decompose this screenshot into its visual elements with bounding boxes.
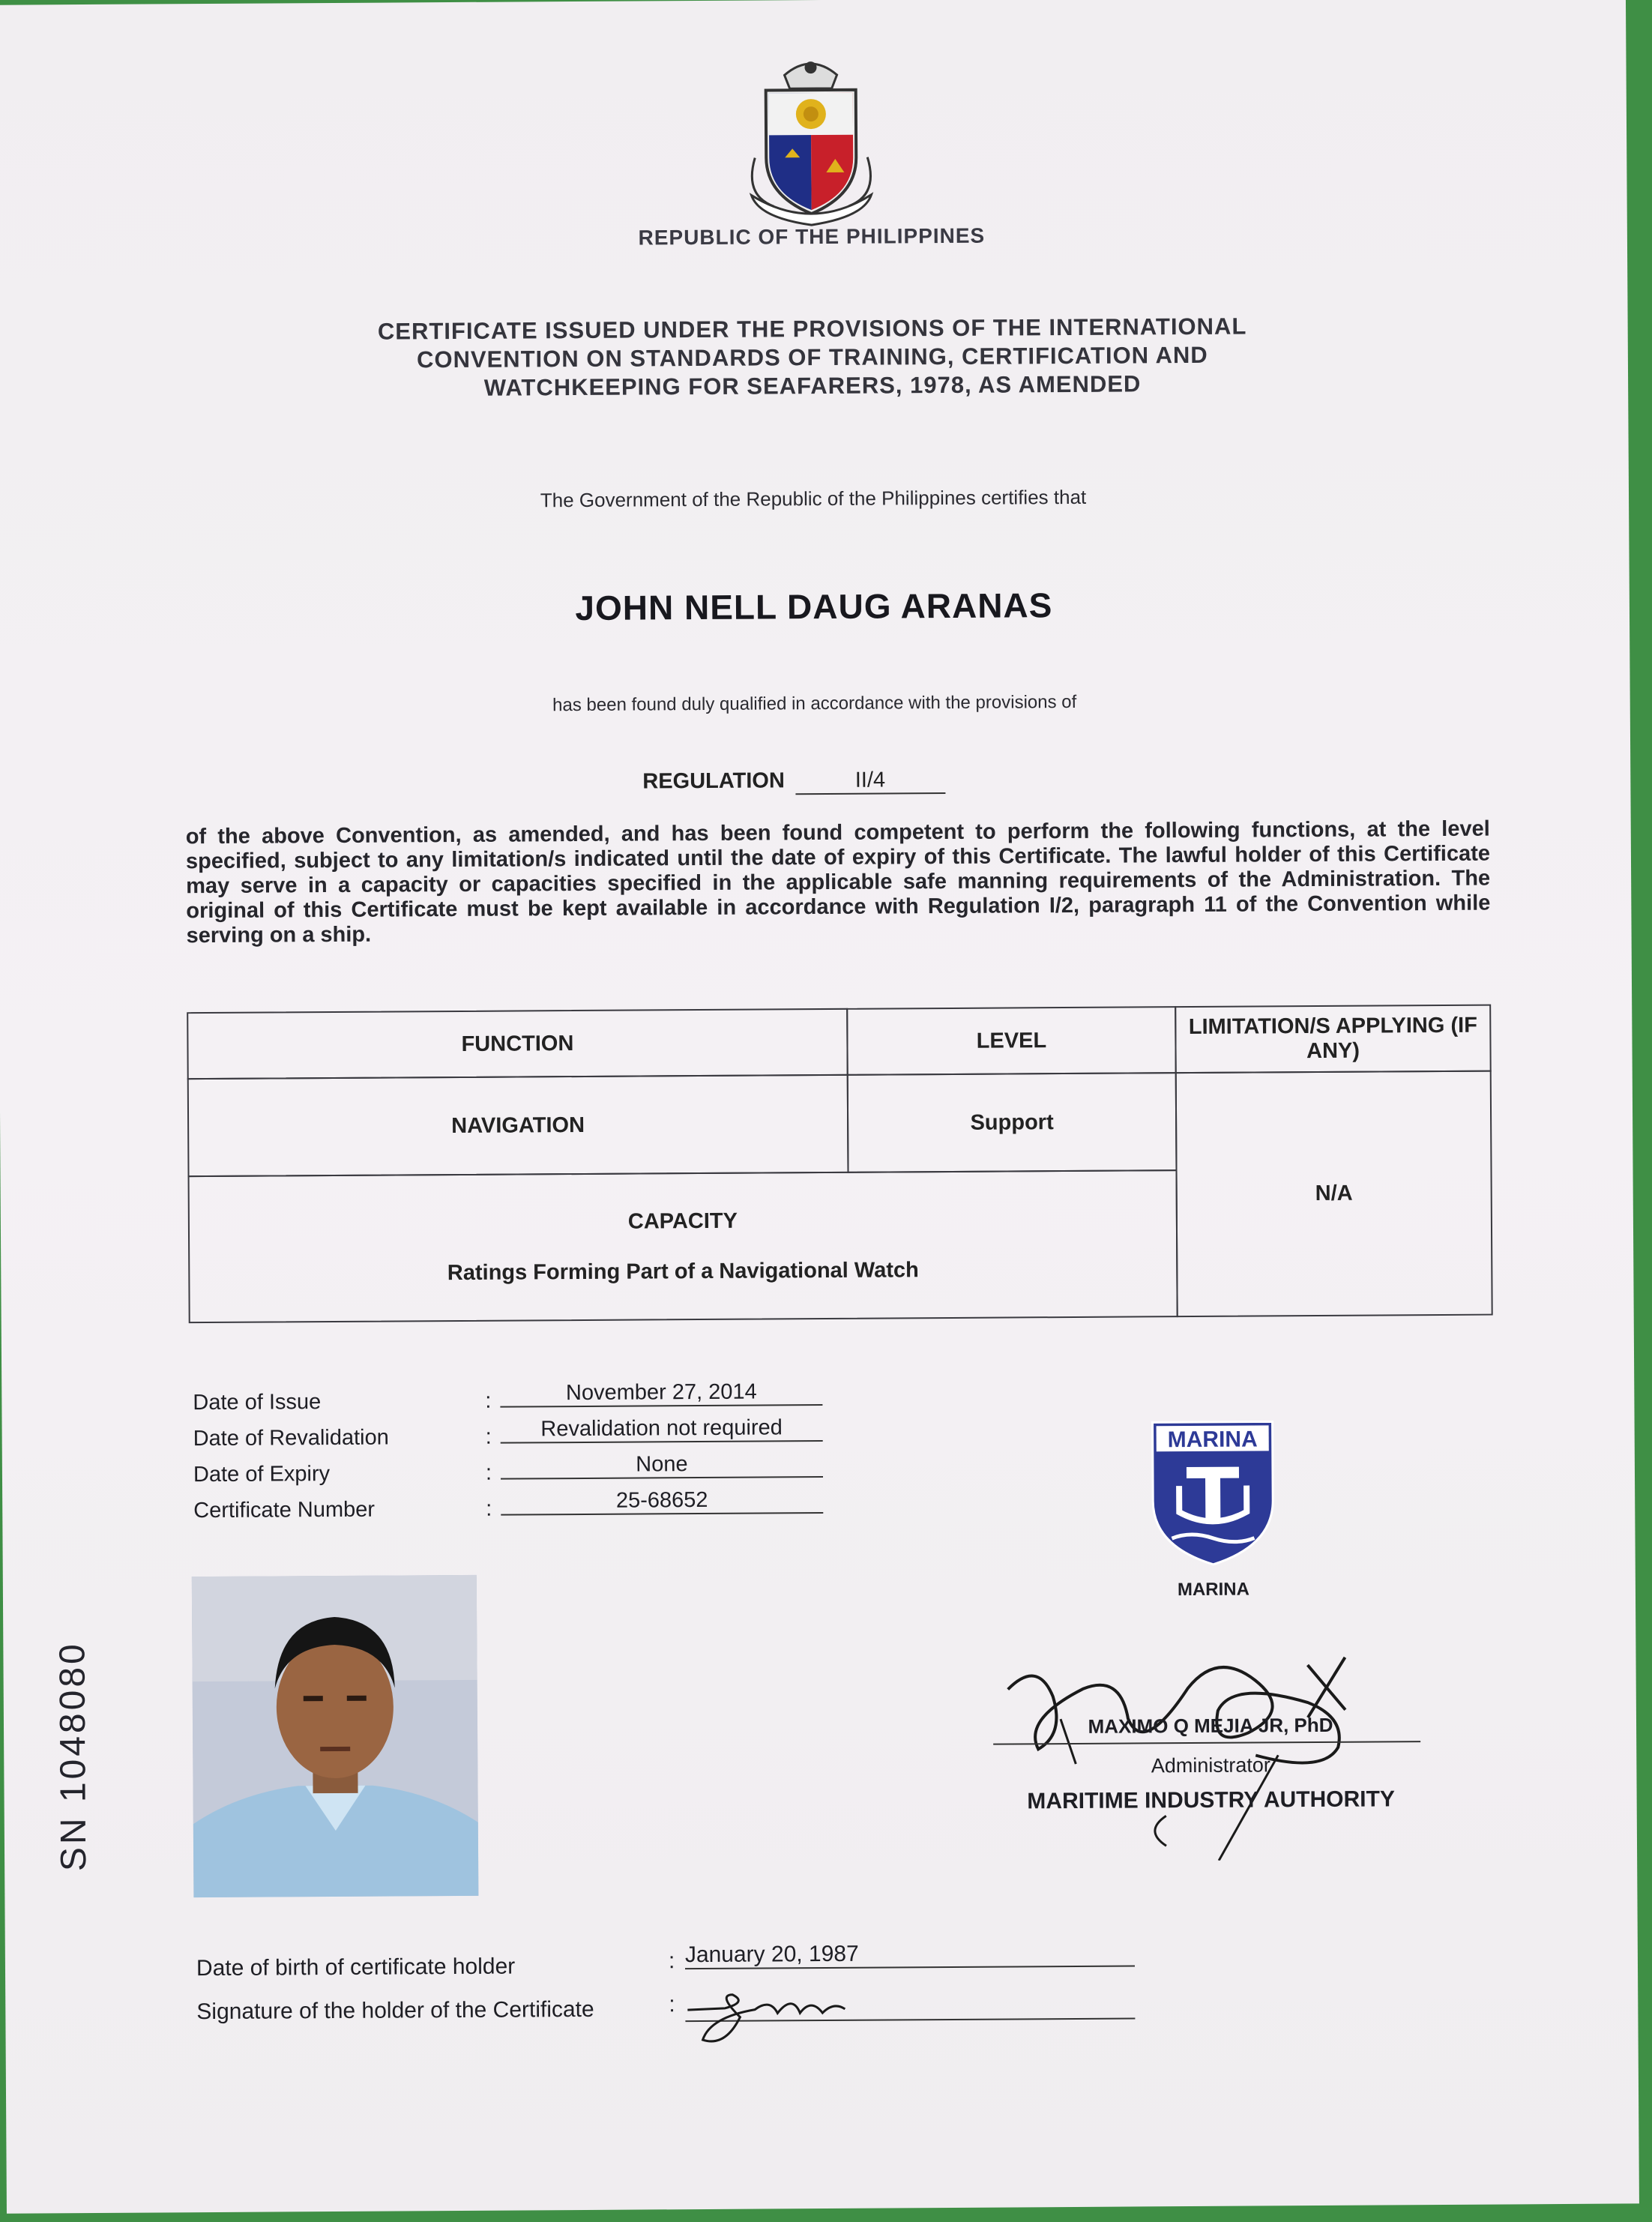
holder-photo (192, 1575, 479, 1897)
function-header: FUNCTION (187, 1008, 848, 1080)
date-row (193, 1379, 867, 1419)
date-value: None (501, 1451, 823, 1480)
certificate-dates (193, 1379, 868, 1527)
regulation-value: II/4 (795, 768, 945, 795)
administrator-title: Administrator (1151, 1753, 1270, 1777)
date-label: Date of Issue (193, 1390, 322, 1415)
date-row (193, 1487, 868, 1527)
colon: : (485, 1388, 492, 1413)
regulation-row (642, 767, 1047, 795)
function-cell: NAVIGATION (187, 1074, 849, 1177)
coat-of-arms-icon (720, 44, 902, 232)
colon: : (668, 1948, 675, 1974)
country-title: REPUBLIC OF THE PHILIPPINES (638, 223, 986, 250)
serial-number: SN 1048080 (52, 1641, 94, 1872)
level-cell: Support (847, 1072, 1178, 1173)
birth-label: Date of birth of certificate holder (196, 1954, 516, 1981)
heading-line: CERTIFICATE ISSUED UNDER THE PROVISIONS OF THE INTERNATIONAL (377, 313, 1247, 345)
colon: : (486, 1496, 492, 1521)
marina-logo-text: MARINA (1167, 1427, 1258, 1453)
date-row (193, 1451, 868, 1491)
regulation-label: REGULATION (642, 768, 785, 794)
colon: : (485, 1424, 492, 1449)
authority-name: MARITIME INDUSTRY AUTHORITY (1027, 1786, 1395, 1814)
signature-label: Signature of the holder of the Certificate (196, 1996, 594, 2025)
date-row (193, 1415, 868, 1455)
date-value: Revalidation not required (501, 1415, 823, 1444)
administrator-name: MAXIMO Q MEJIA JR, PhD (1088, 1713, 1333, 1738)
functions-table (187, 1005, 1493, 1324)
level-header: LEVEL (846, 1006, 1177, 1076)
heading-line: CONVENTION ON STANDARDS OF TRAINING, CERTIFICATION AND (416, 341, 1208, 373)
marina-caption: MARINA (1177, 1579, 1250, 1601)
colon: : (485, 1460, 492, 1485)
administrator-signature-icon (992, 1642, 1414, 1861)
holder-name: JOHN NELL DAUG ARANAS (575, 585, 1053, 628)
capacity-label: CAPACITY (627, 1208, 738, 1234)
holder-signature-icon (680, 1971, 905, 2055)
certificate-number: 25-68652 (501, 1487, 823, 1516)
competency-paragraph: of the above Convention, as amended, and has been found competent to perform the following functions, at the level specified, subject to any limitation/s indicated until the date of expiry of this Certificate. The lawful holder of this Certificate may serve in a capacity or capacities specified in the applicable safe manning requirements of the Administration. The original of this Certificate must be kept available in accordance with Regulation I/2, paragraph 11 of the Convention while serving on a ship. (185, 816, 1491, 948)
birth-value: January 20, 1987 (685, 1939, 1135, 1969)
limitations-header: LIMITATION/S APPLYING (IF ANY) (1175, 1005, 1492, 1074)
certificate-heading (280, 312, 1345, 404)
date-value: November 27, 2014 (500, 1379, 822, 1408)
limitations-cell: N/A (1175, 1071, 1493, 1318)
date-label: Date of Expiry (193, 1462, 331, 1487)
capacity-value: Ratings Forming Part of a Navigational Watch (447, 1257, 919, 1285)
marina-logo-icon (1149, 1418, 1277, 1568)
date-label: Certificate Number (193, 1497, 376, 1523)
certifies-statement: The Government of the Republic of the Philippines certifies that (540, 485, 1087, 512)
date-label: Date of Revalidation (193, 1425, 389, 1451)
capacity-cell (188, 1169, 1178, 1323)
qualified-statement: has been found duly qualified in accordance with the provisions of (552, 691, 1077, 716)
colon: : (669, 1992, 675, 2017)
heading-line: WATCHKEEPING FOR SEAFARERS, 1978, AS AMENDED (483, 370, 1142, 401)
